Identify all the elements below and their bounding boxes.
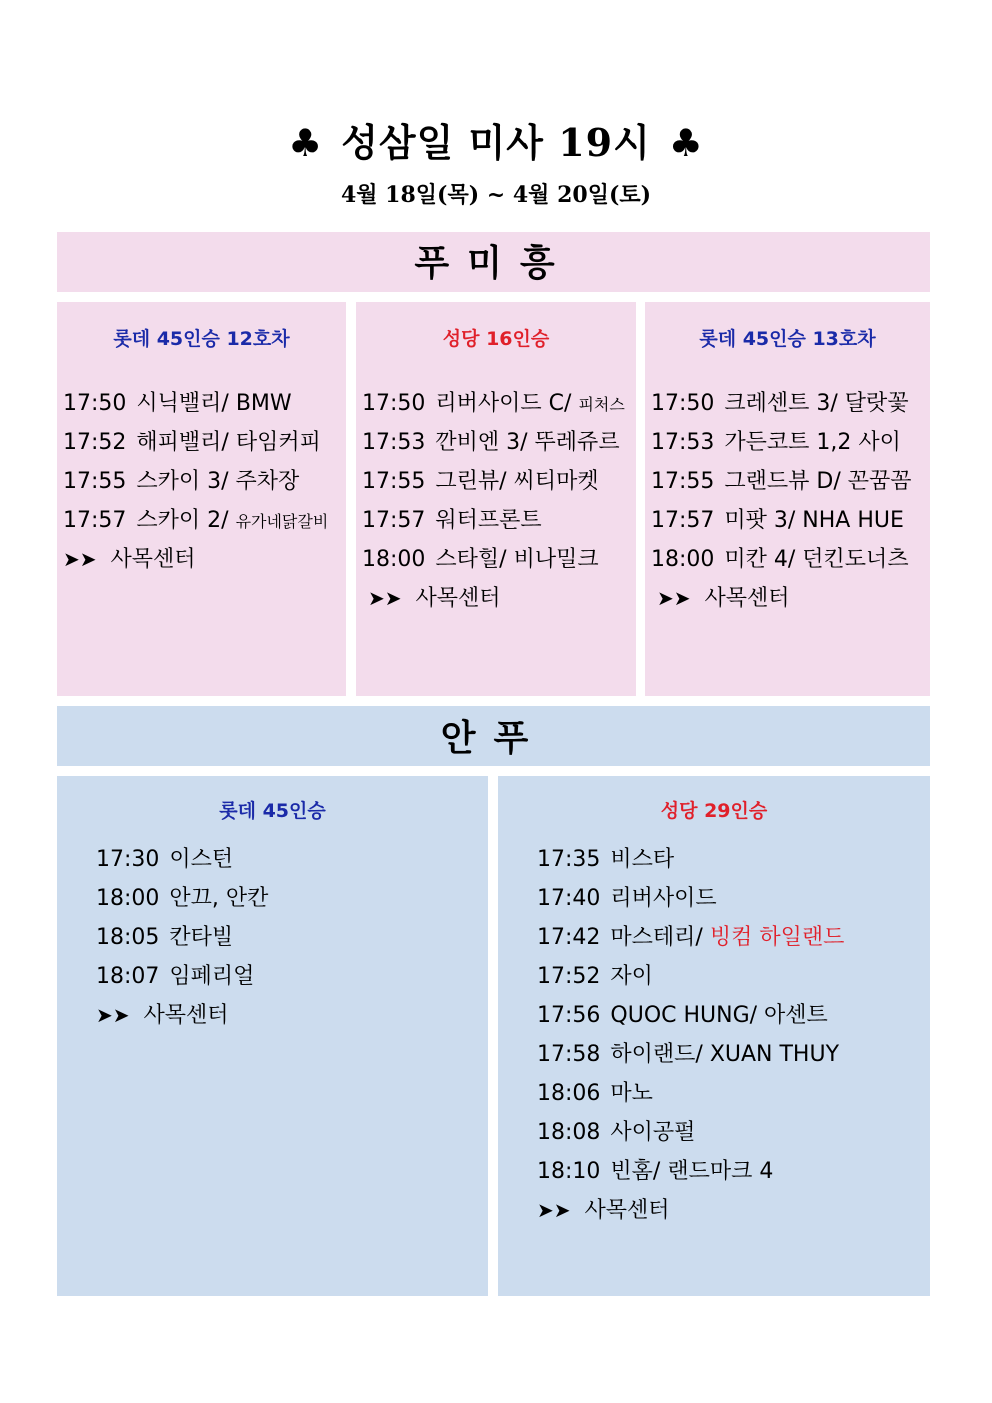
route-panel xyxy=(57,776,488,1296)
stop-list xyxy=(362,384,625,618)
stop-list xyxy=(537,840,844,1230)
stop-row: 18:06 마노 xyxy=(537,1081,653,1106)
club-icon: ♣ xyxy=(668,120,704,165)
stop-row: 17:55 그랜드뷰 D/ 꼰꿈꼼 xyxy=(651,469,912,494)
page-title xyxy=(0,112,992,167)
route-header: 롯데 45인승 13호차 xyxy=(699,328,876,350)
stop-row: 18:00 스타힐/ 비나밀크 xyxy=(362,547,599,572)
stop-row: 18:05 칸타빌 xyxy=(96,925,234,950)
club-icon: ♣ xyxy=(288,120,324,165)
stop-row: 17:58 하이랜드/ XUAN THUY xyxy=(537,1042,840,1067)
stop-row: 18:10 빈홈/ 랜드마크 4 xyxy=(537,1159,774,1184)
stop-row: 18:08 사이공펄 xyxy=(537,1120,696,1145)
route-header: 성당 16인승 xyxy=(442,328,550,350)
stop-list xyxy=(63,384,328,579)
stop-row: 18:00 미칸 4/ 던킨도너츠 xyxy=(651,547,909,572)
stop-row: 17:35 비스타 xyxy=(537,847,675,872)
section-heading-phu-my-hung: 푸미흥 xyxy=(57,232,930,292)
arrow-icon: ➤➤ xyxy=(96,1003,130,1027)
route-header: 롯데 45인승 xyxy=(219,800,326,822)
arrow-icon: ➤➤ xyxy=(63,547,97,571)
stop-row: 17:40 리버사이드 xyxy=(537,886,717,911)
final-stop-row: ➤➤ 사목센터 xyxy=(96,1003,229,1028)
arrow-icon: ➤➤ xyxy=(657,586,691,610)
route-header: 롯데 45인승 12호차 xyxy=(113,328,290,350)
arrow-icon: ➤➤ xyxy=(537,1198,571,1222)
arrow-icon: ➤➤ xyxy=(368,586,402,610)
stop-row: 17:30 이스턴 xyxy=(96,847,234,872)
stop-row: 17:52 자이 xyxy=(537,964,653,989)
stop-row: 17:57 스카이 2/ 유가네닭갈비 xyxy=(63,508,329,533)
stop-row: 17:53 가든코트 1,2 사이 xyxy=(651,430,901,455)
stop-row: 17:57 워터프론트 xyxy=(362,508,542,533)
final-stop-row: ➤➤ 사목센터 xyxy=(63,547,196,572)
section-heading-an-phu: 안푸 xyxy=(57,706,930,766)
stop-row: 17:56 QUOC HUNG/ 아센트 xyxy=(537,1003,828,1028)
stop-row: 17:50 시닉밸리/ BMW xyxy=(63,391,292,416)
final-stop-row: ➤➤ 사목센터 xyxy=(368,586,501,611)
stop-row: 18:00 안끄, 안칸 xyxy=(96,886,269,911)
date-range: 4월 18일(목) ~ 4월 20일(토) xyxy=(340,182,652,208)
route-panel xyxy=(645,302,930,696)
route-header: 성당 29인승 xyxy=(660,800,768,822)
stop-row: 17:57 미팟 3/ NHA HUE xyxy=(651,508,904,533)
final-stop-row: ➤➤ 사목센터 xyxy=(657,586,790,611)
stop-row: 17:53 깐비엔 3/ 뚜레쥬르 xyxy=(362,430,620,455)
stop-row: 17:42 마스테리/ 빙컴 하일랜드 xyxy=(537,925,845,950)
stop-row: 17:50 리버사이드 C/ 피처스 xyxy=(362,391,625,416)
stop-row: 18:07 임페리얼 xyxy=(96,964,255,989)
stop-list xyxy=(651,384,912,618)
route-panel xyxy=(57,302,346,696)
stop-list xyxy=(96,840,268,1035)
page-title-text: 성삼일 미사 19시 xyxy=(341,120,651,165)
route-panel xyxy=(356,302,636,696)
final-stop-row: ➤➤ 사목센터 xyxy=(537,1198,670,1223)
stop-row: 17:55 스카이 3/ 주차장 xyxy=(63,469,300,494)
stop-row: 17:50 크레센트 3/ 달랏꽃 xyxy=(651,391,909,416)
stop-row: 17:55 그린뷰/ 씨티마켓 xyxy=(362,469,599,494)
stop-row: 17:52 해피밸리/ 타임커피 xyxy=(63,430,321,455)
route-panel xyxy=(498,776,930,1296)
